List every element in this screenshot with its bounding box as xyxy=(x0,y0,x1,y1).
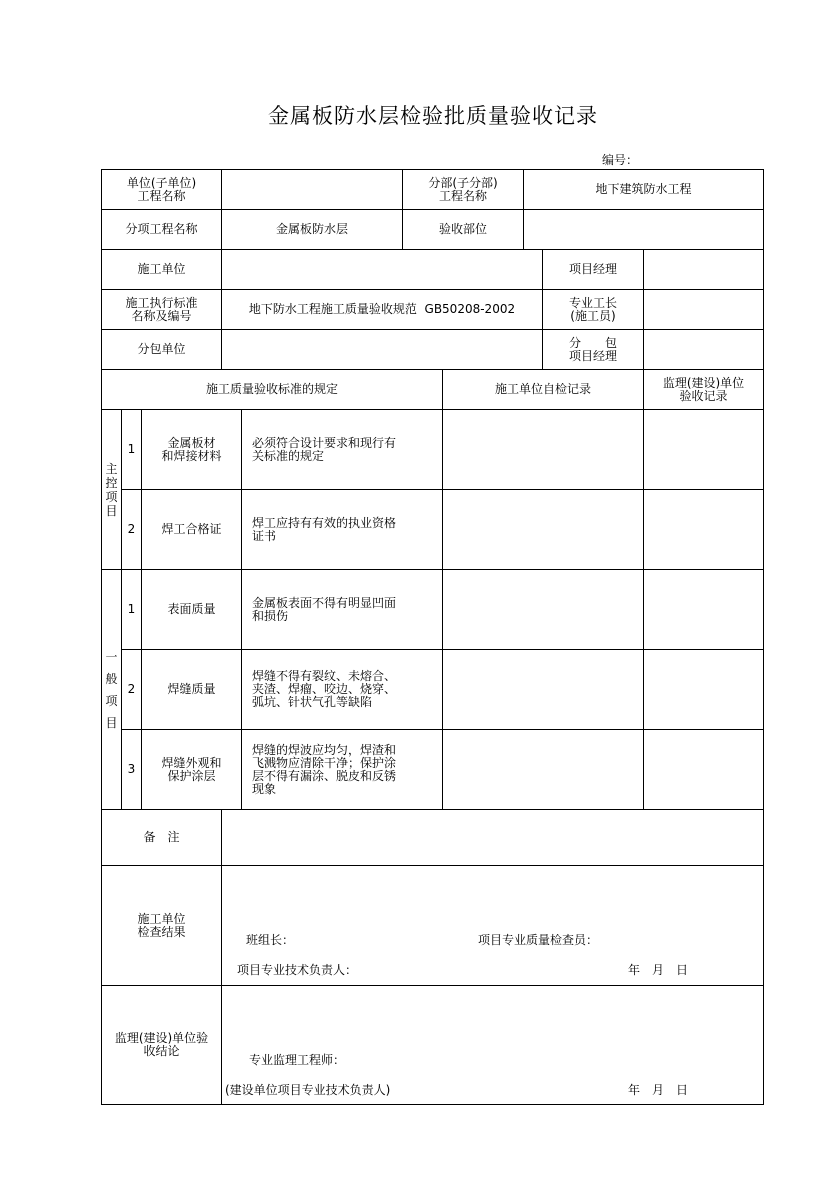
unit-project-name-label: 单位(子单位) 工程名称 xyxy=(101,169,222,210)
item-name: 焊工合格证 xyxy=(141,489,242,570)
column-header-self-check: 施工单位自检记录 xyxy=(442,369,644,410)
item-requirement: 焊工应持有有效的执业资格 证书 xyxy=(241,489,443,570)
standard-field[interactable]: 地下防水工程施工质量验收规范 GB50208-2002 xyxy=(221,289,543,330)
item-name: 焊缝外观和 保护涂层 xyxy=(141,729,242,810)
supervision-result-label: 监理(建设)单位验 收结论 xyxy=(101,985,222,1105)
owner-leader-label: (建设单位项目专业技术负责人) xyxy=(225,1083,391,1097)
main-control-group xyxy=(101,409,122,570)
supervision-cell[interactable] xyxy=(643,569,764,650)
acceptance-part-label: 验收部位 xyxy=(402,209,524,250)
self-check-cell[interactable] xyxy=(442,729,644,810)
construction-unit-field[interactable] xyxy=(221,249,543,290)
supervision-cell[interactable] xyxy=(643,649,764,730)
item-number: 1 xyxy=(121,569,142,650)
code-number-label: 编号： xyxy=(602,153,639,167)
sub-manager-field[interactable] xyxy=(643,329,764,370)
supervision-engineer-label: 专业监理工程师： xyxy=(249,1053,346,1067)
subcontractor-label: 分包单位 xyxy=(101,329,222,370)
remarks-label: 备 注 xyxy=(101,809,222,866)
main-control-label: 主控项目 xyxy=(105,461,118,518)
unit-project-name-field[interactable] xyxy=(221,169,403,210)
item-project-name-label: 分项工程名称 xyxy=(101,209,222,250)
item-name: 表面质量 xyxy=(141,569,242,650)
column-header-standard: 施工质量验收标准的规定 xyxy=(101,369,443,410)
item-requirement: 必须符合设计要求和现行有 关标准的规定 xyxy=(241,409,443,490)
supervision-cell[interactable] xyxy=(643,489,764,570)
self-check-cell[interactable] xyxy=(442,569,644,650)
quality-inspector-label: 项目专业质量检查员： xyxy=(478,933,599,947)
sub-project-name-label: 分部(子分部) 工程名称 xyxy=(402,169,524,210)
item-number: 2 xyxy=(121,649,142,730)
standard-label: 施工执行标准 名称及编号 xyxy=(101,289,222,330)
self-check-cell[interactable] xyxy=(442,649,644,730)
acceptance-part-field[interactable] xyxy=(523,209,764,250)
foreman-field[interactable] xyxy=(643,289,764,330)
general-group xyxy=(101,569,122,810)
construction-date-label: 年 月 日 xyxy=(628,963,689,977)
item-requirement: 金属板表面不得有明显凹面 和损伤 xyxy=(241,569,443,650)
item-name: 焊缝质量 xyxy=(141,649,242,730)
item-number: 3 xyxy=(121,729,142,810)
item-requirement: 焊缝的焊波应均匀，焊渣和 飞溅物应清除干净；保护涂 层不得有漏涂、脱皮和反锈 现象 xyxy=(241,729,443,810)
team-leader-label: 班组长： xyxy=(246,933,295,947)
item-project-name-field[interactable]: 金属板防水层 xyxy=(221,209,403,250)
remarks-field[interactable] xyxy=(221,809,764,866)
sub-manager-label: 分 包 项目经理 xyxy=(542,329,644,370)
page-title: 金属板防水层检验批质量验收记录 xyxy=(268,104,598,128)
project-manager-field[interactable] xyxy=(643,249,764,290)
project-manager-label: 项目经理 xyxy=(542,249,644,290)
acceptance-record-table xyxy=(101,169,764,1105)
supervision-cell[interactable] xyxy=(643,409,764,490)
column-header-supervision: 监理(建设)单位 验收记录 xyxy=(643,369,764,410)
construction-result-label: 施工单位 检查结果 xyxy=(101,865,222,986)
general-label: 一般项目 xyxy=(105,649,118,730)
self-check-cell[interactable] xyxy=(442,409,644,490)
item-number: 1 xyxy=(121,409,142,490)
item-name: 金属板材 和焊接材料 xyxy=(141,409,242,490)
supervision-cell[interactable] xyxy=(643,729,764,810)
foreman-label: 专业工长 (施工员) xyxy=(542,289,644,330)
item-number: 2 xyxy=(121,489,142,570)
self-check-cell[interactable] xyxy=(442,489,644,570)
tech-leader-label: 项目专业技术负责人： xyxy=(237,963,358,977)
sub-project-name-field[interactable]: 地下建筑防水工程 xyxy=(523,169,764,210)
subcontractor-field[interactable] xyxy=(221,329,543,370)
supervision-date-label: 年 月 日 xyxy=(628,1083,689,1097)
item-requirement: 焊缝不得有裂纹、未熔合、 夹渣、焊瘤、咬边、烧穿、 弧坑、针状气孔等缺陷 xyxy=(241,649,443,730)
construction-unit-label: 施工单位 xyxy=(101,249,222,290)
